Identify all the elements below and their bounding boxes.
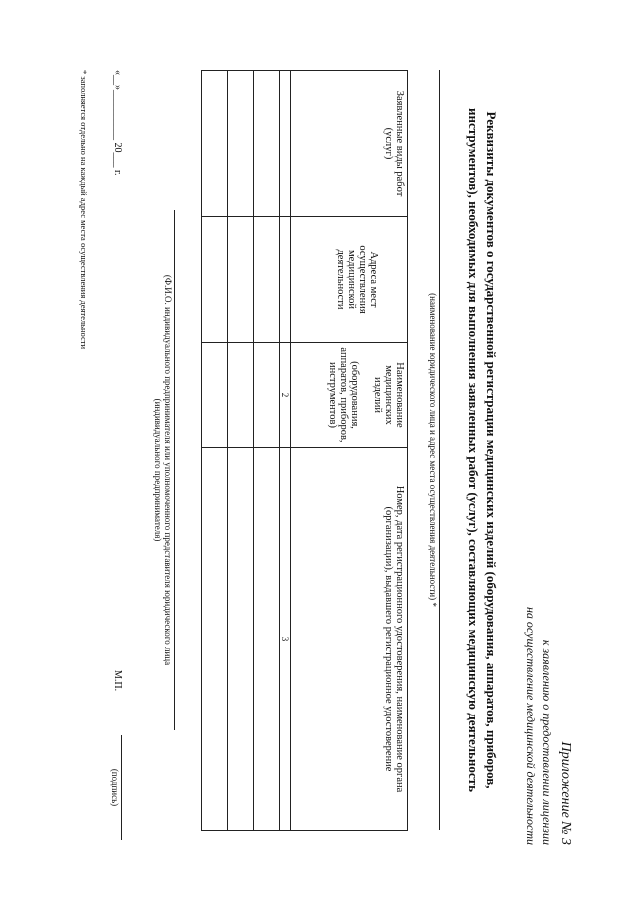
stamp-place: М.П. bbox=[112, 670, 123, 692]
table-row bbox=[254, 71, 280, 831]
column-number-1 bbox=[280, 71, 291, 217]
appendix-header bbox=[523, 445, 575, 845]
entity-caption: (наименование юридического лица и адрес места осуществления деятельности) * bbox=[428, 293, 438, 607]
table-number-row bbox=[280, 71, 291, 831]
appendix-line1: к заявлению о предоставлении лицензии bbox=[540, 639, 554, 845]
table-header-row bbox=[291, 71, 408, 831]
signature-date: «__»__________ 20___ г. bbox=[112, 70, 123, 176]
column-number-2: 2 bbox=[280, 343, 291, 448]
header-certificate: Номер, дата регистрационного удостоверения, наименование органа (организации), выдавшего регистрационное удостоверение bbox=[291, 448, 408, 831]
title-line2: инструментов), необходимых для выполнения заявленных работ (услуг), составляющих медицинскую деятельность bbox=[466, 108, 481, 792]
title-line1: Реквизиты документов о государственной регистрации медицинских изделий (оборудования, аппаратов, приборов, bbox=[484, 111, 499, 789]
column-number-blank bbox=[280, 217, 291, 343]
registration-table bbox=[201, 70, 408, 831]
fio-caption: (Ф.И.О. индивидуального предпринимателя или уполномоченного представителя юридического лица (индивидуального предпринимателя) bbox=[153, 274, 173, 666]
document-title bbox=[464, 70, 500, 830]
header-addresses: Адреса мест осуществления медицинской деятельности bbox=[291, 217, 408, 343]
footnote: * заполняется отдельно на каждый адрес места осуществления деятельности bbox=[79, 70, 89, 350]
appendix-line2: на осуществление медицинской деятельности bbox=[524, 606, 538, 845]
signature-caption: (подпись) bbox=[110, 768, 120, 807]
table-row bbox=[202, 71, 228, 831]
header-work-types: Заявленные виды работ (услуг) bbox=[291, 71, 408, 217]
header-device-name: Наименование медицинских изделий (оборудования, аппаратов, приборов, инструментов) bbox=[291, 343, 408, 448]
signature-line bbox=[121, 735, 122, 840]
entity-name-line bbox=[439, 70, 440, 830]
appendix-number: Приложение № 3 bbox=[558, 741, 573, 845]
table-row bbox=[228, 71, 254, 831]
column-number-3: 3 bbox=[280, 448, 291, 831]
fio-line bbox=[174, 210, 175, 730]
